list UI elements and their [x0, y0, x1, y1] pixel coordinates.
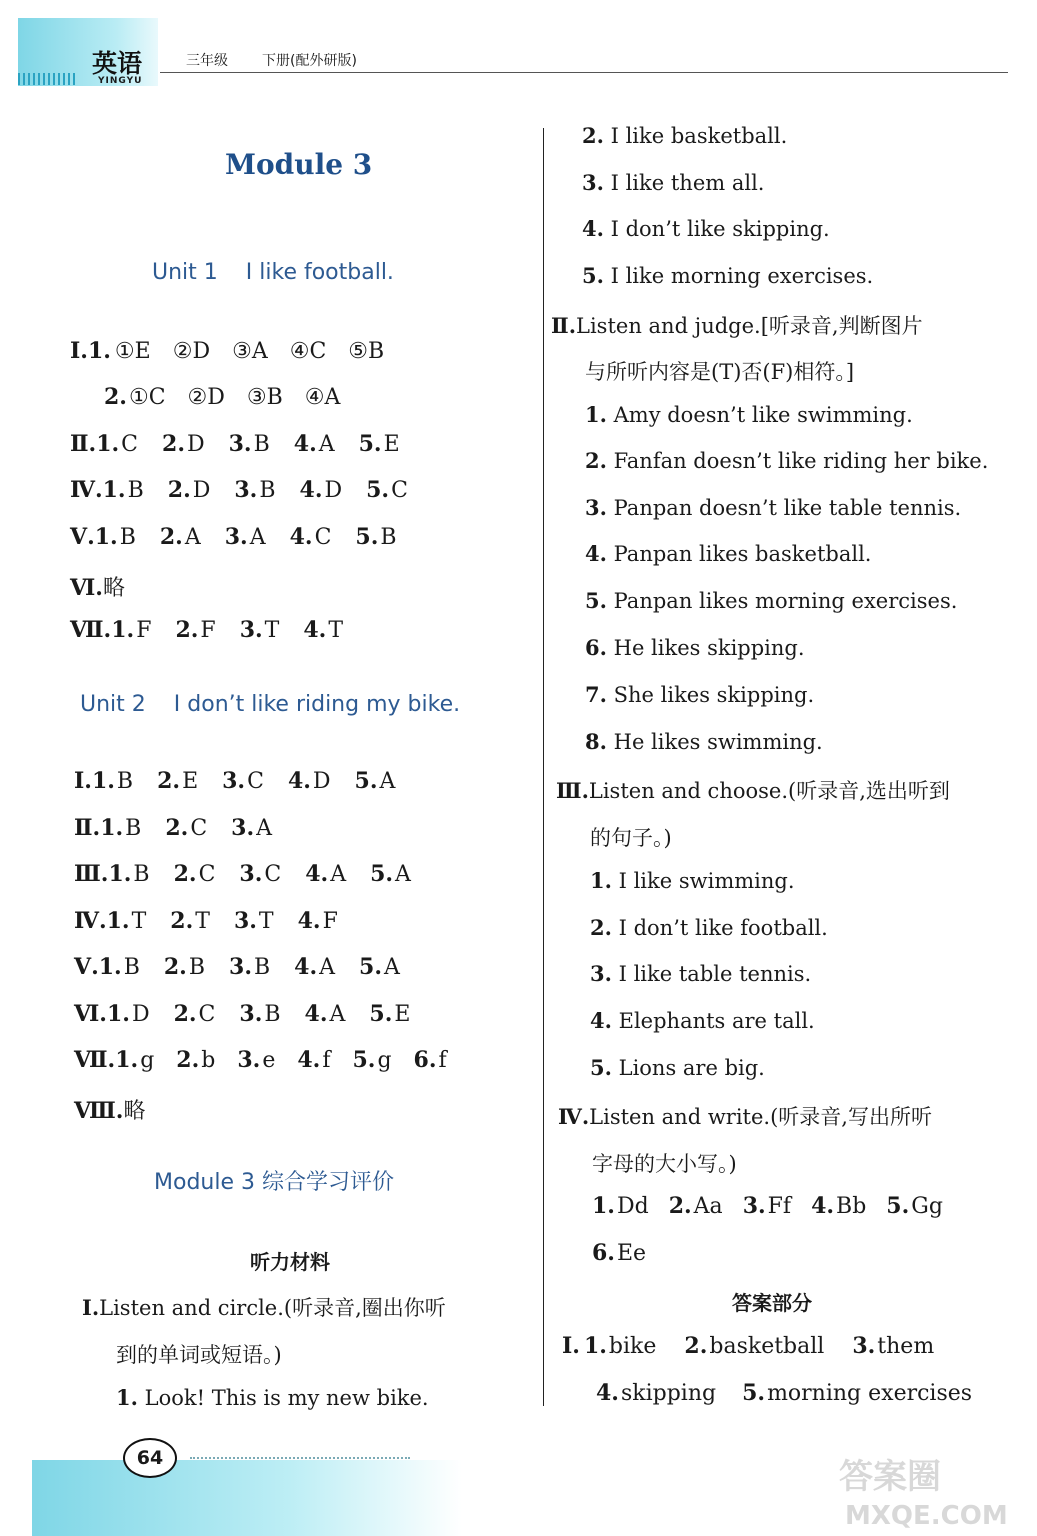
section1-instruction: Ⅰ.Listen and circle.(听录音,圈出你听: [82, 1295, 446, 1320]
answers-row: 4.skipping 5.morning exercises: [596, 1380, 973, 1406]
listening-heading: 听力材料: [250, 1250, 330, 1274]
answers-heading: 答案部分: [732, 1291, 812, 1315]
unit2-answer-row: Ⅳ.1.T 2.T 3.T 4.F: [74, 908, 338, 934]
footer-accent-band: [32, 1460, 462, 1536]
unit2-title: [80, 692, 460, 717]
section4-instruction-cont: 字母的大小写。): [592, 1152, 737, 1176]
svg-text:MXQE.COM: MXQE.COM: [845, 1501, 1008, 1530]
header-stripes: [18, 73, 76, 85]
section1-item: 4. I don’t like skipping.: [582, 216, 830, 241]
unit2-name: I don’t like riding my bike.: [173, 692, 461, 717]
unit2-number: Unit 2: [80, 692, 146, 717]
module-title: Module 3: [225, 148, 373, 181]
header-rule: [160, 72, 1008, 73]
header-pinyin: YINGYU: [98, 76, 143, 86]
unit2-answer-row: Ⅰ.1.B 2.E 3.C 4.D 5.A: [74, 768, 396, 794]
section2-instruction: Ⅱ.Listen and judge.[听录音,判断图片: [551, 313, 923, 338]
section2-instruction-cont: 与所听内容是(T)否(F)相符。]: [585, 360, 855, 384]
unit2-answer-row: Ⅶ.1.g 2.b 3.e 4.f 5.g 6.f: [74, 1047, 447, 1073]
unit1-name: I like football.: [245, 260, 394, 285]
section3-item: 5. Lions are big.: [590, 1055, 765, 1080]
svg-text:答案圈: 答案圈: [839, 1457, 941, 1497]
page-number: 64: [123, 1438, 177, 1478]
unit1-answer-row: Ⅱ.1.C 2.D 3.B 4.A 5.E: [70, 431, 400, 457]
header-volume: 下册(配外研版): [262, 53, 357, 69]
section3-instruction-cont: 的句子。): [590, 826, 672, 850]
section2-item: 2. Fanfan doesn’t like riding her bike.: [585, 448, 989, 473]
unit1-answer-row: Ⅳ.1.B 2.D 3.B 4.D 5.C: [70, 477, 408, 503]
unit2-answer-row: Ⅷ.略: [74, 1098, 146, 1124]
section2-item: 8. He likes swimming.: [585, 729, 823, 754]
section1-item: 5. I like morning exercises.: [582, 263, 874, 288]
section2-item: 5. Panpan likes morning exercises.: [585, 588, 958, 613]
watermark-logo: [835, 1450, 1025, 1530]
section4-instruction: Ⅳ.Listen and write.(听录音,写出所听: [558, 1104, 932, 1129]
section3-instruction: Ⅲ.Listen and choose.(听录音,选出听到: [556, 778, 950, 803]
answers-row: Ⅰ. 1.bike 2.basketball 3.them: [562, 1333, 935, 1359]
section2-item: 4. Panpan likes basketball.: [585, 541, 872, 566]
section1-item: 2. I like basketball.: [582, 123, 788, 148]
column-divider: [543, 128, 544, 1406]
header-subject: 英语: [92, 49, 143, 78]
section3-item: 4. Elephants are tall.: [590, 1008, 815, 1033]
section1-item: 3. I like them all.: [582, 170, 765, 195]
footer-dotted-line: [190, 1457, 410, 1459]
section1-instruction-cont: 到的单词或短语。): [116, 1343, 282, 1367]
unit1-answer-row: Ⅰ.1. ①E ②D ③A ④C ⑤B: [70, 338, 385, 364]
unit1-answer-row: 2.①C ②D ③B ④A: [104, 384, 341, 410]
section3-item: 1. I like swimming.: [590, 868, 795, 893]
evaluation-title: Module 3 综合学习评价: [154, 1170, 394, 1195]
unit1-answer-row: Ⅶ.1.F 2.F 3.T 4.T: [70, 617, 343, 643]
unit2-answer-row: Ⅴ.1.B 2.B 3.B 4.A 5.A: [74, 954, 400, 980]
section3-item: 3. I like table tennis.: [590, 961, 812, 986]
unit2-answer-row: Ⅲ.1.B 2.C 3.C 4.A 5.A: [74, 861, 411, 887]
unit1-answer-row: Ⅵ.略: [70, 575, 125, 601]
section1-item: 1. Look! This is my new bike.: [116, 1385, 429, 1410]
section4-answer-row: 1.Dd 2.Aa 3.Ff 4.Bb 5.Gg: [592, 1193, 943, 1219]
unit1-answer-row: Ⅴ.1.B 2.A 3.A 4.C 5.B: [70, 524, 397, 550]
section2-item: 1. Amy doesn’t like swimming.: [585, 402, 913, 427]
unit1-title: [152, 260, 394, 285]
section2-item: 7. She likes skipping.: [585, 682, 815, 707]
section4-answer-row: 6.Ee: [592, 1240, 647, 1266]
section3-item: 2. I don’t like football.: [590, 915, 828, 940]
header-grade: 三年级: [186, 53, 228, 69]
section2-item: 6. He likes skipping.: [585, 635, 805, 660]
unit2-answer-row: Ⅱ.1.B 2.C 3.A: [74, 815, 273, 841]
unit1-number: Unit 1: [152, 260, 218, 285]
section2-item: 3. Panpan doesn’t like table tennis.: [585, 495, 962, 520]
unit2-answer-row: Ⅵ.1.D 2.C 3.B 4.A 5.E: [74, 1001, 411, 1027]
